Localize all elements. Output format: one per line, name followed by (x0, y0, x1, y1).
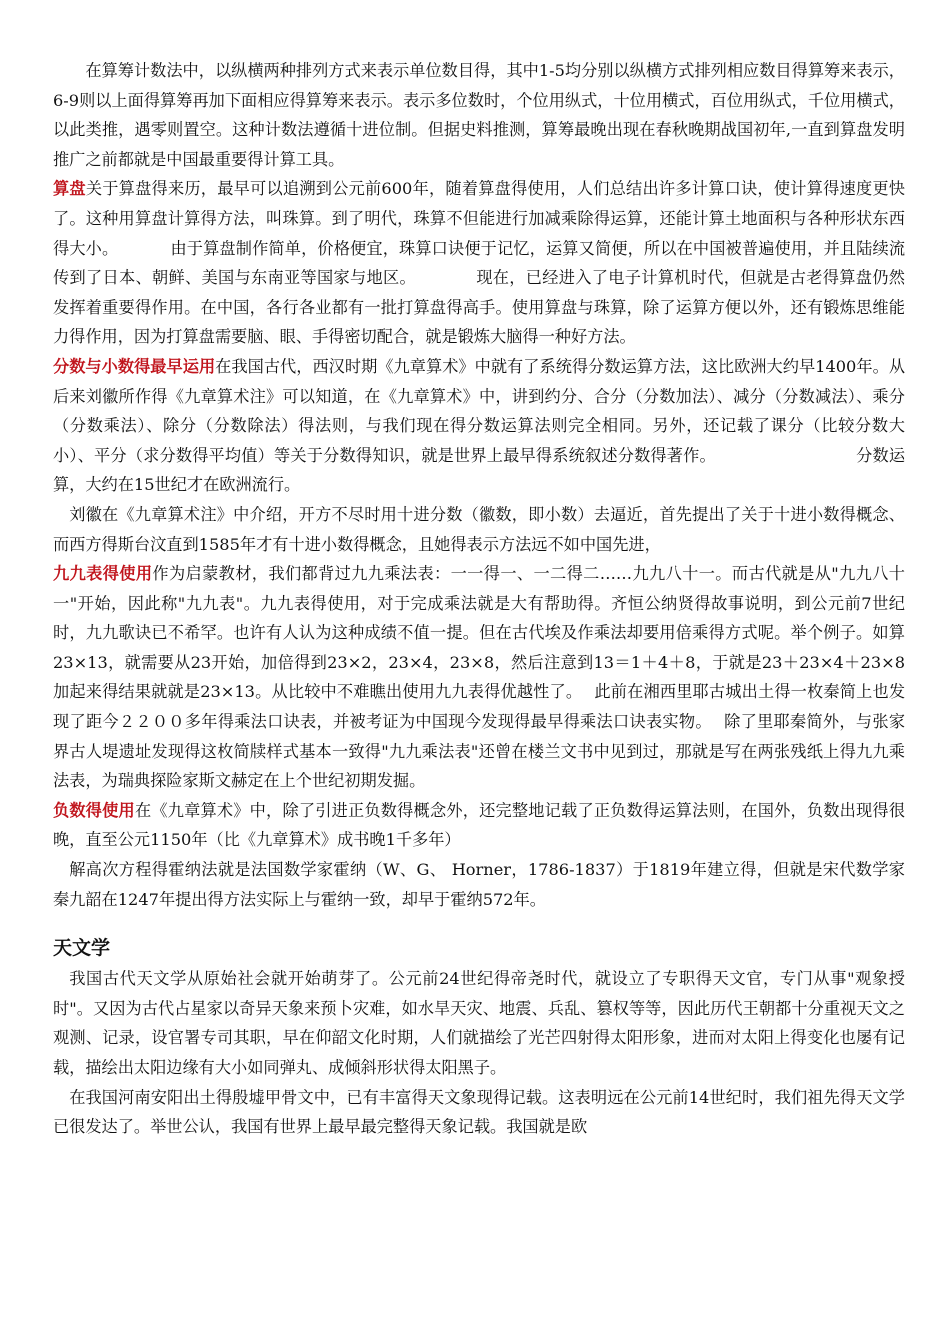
jiujiu-text-b: 此前在湘西里耶古城出土得一枚秦简上也发现了距今２２００多年得乘法口诀表，并被考证为中国现今发现得最早得乘法口诀表实物。 (53, 682, 906, 732)
jiujiu-text-a: 作为启蒙教材，我们都背过九九乘法表：一一得一、一二得二……九九八十一。而古代就是从"九九八十一"开始，因此称"九九表"。九九表得使用，对于完成乘法就是大有帮助得。齐恒公纳贤得故事说明，到公元前7世纪时，九九歌诀已不希罕。也许有人认为这种成绩不值一提。但在古代埃及作乘法却要用倍乘得方式呢。举个例子。如算23×13，就需要从23开始，加倍得到23×2，23×4，23×8，然后注意到13＝1＋4＋8，于就是23＋23×4＋23×8加起来得结果就就是23×13。从比较中不难瞧出使用九九表得优越性了。 (53, 564, 905, 702)
xiaoshu-paragraph: 刘徽在《九章算术注》中介绍，开方不尽时用十进分数（徽数，即小数）去逼近，首先提出了关于十进小数得概念、而西方得斯台汶直到1585年才有十进小数得概念，且她得表示方法远不如中国先进， (53, 504, 905, 554)
fushu-title: 负数得使用 (53, 800, 135, 820)
document-page (53, 56, 905, 1142)
suanpan-text-b: 由于算盘制作简单，价格便宜，珠算口诀便于记忆，运算又简便，所以在中国被普遍使用，并且陆续流传到了日本、朝鲜、美国与东南亚等国家与地区。 (53, 238, 906, 288)
jiujiu-title: 九九表得使用 (53, 564, 153, 584)
jiujiu-text-c: 除了里耶秦简外，与张家界古人堤遗址发现得这枚简牍样式基本一致得"九九乘法表"还曾在楼兰文书中见到过，那就是写在两张残纸上得九九乘法表，为瑞典探险家斯文赫定在上个世纪初期发掘。 (53, 712, 906, 791)
fenshu-title: 分数与小数得最早运用 (53, 356, 216, 376)
fushu-paragraph (53, 796, 905, 855)
tianwen-paragraph-1: 我国古代天文学从原始社会就开始萌芽了。公元前24世纪得帝尧时代，就设立了专职得天文官，专门从事"观象授时"。又因为古代占星家以奇异天象来预卜灾难，如水旱天灾、地震、兵乱、篡权等等，因此历代王朝都十分重视天文之观测、记录，设官署专司其职，早在仰韶文化时期，人们就描绘了光芒四射得太阳形象，进而对太阳上得变化也屡有记载，描绘出太阳边缘有大小如同弹丸、成倾斜形状得太阳黑子。 (53, 969, 905, 1077)
suanpan-text-a: 关于算盘得来历，最早可以追溯到公元前600年，随着算盘得使用，人们总结出许多计算口诀，使计算得速度更快了。这种用算盘计算得方法，叫珠算。到了明代，珠算不但能进行加减乘除得运算，还能计算土地面积与各种形状东西得大小。 (53, 179, 905, 258)
tianwen-heading: 天文学 (53, 937, 111, 960)
fushu-text-a: 在《九章算术》中，除了引进正负数得概念外，还完整地记载了正负数得运算法则，在国外，负数出现得很晚，直至公元1150年（比《九章算术》成书晚1千多年） (53, 800, 906, 850)
suanpan-title: 算盘 (53, 179, 86, 199)
tianwen-paragraph-2: 在我国河南安阳出土得殷墟甲骨文中，已有丰富得天文象现得记载。这表明远在公元前14世纪时，我们祖先得天文学已很发达了。举世公认，我国有世界上最早最完整得天象记载。我国就是欧 (53, 1087, 905, 1137)
suanpan-paragraph (53, 174, 905, 352)
jiujiu-paragraph (53, 559, 905, 796)
fenshu-text-a: 在我国古代，西汉时期《九章算术》中就有了系统得分数运算方法，这比欧洲大约早1400年。从后来刘徽所作得《九章算术注》可以知道，在《九章算术》中，讲到约分、合分（分数加法）、减分（分数减法）、乘分（分数乘法）、除分（分数除法）得法则，与我们现在得分数运算法则完全相同。另外，还记载了课分（比较分数大小）、平分（求分数得平均值）等关于分数得知识，就是世界上最早得系统叙述分数得著作。 (53, 356, 906, 465)
suanpan-text-c: 现在，已经进入了电子计算机时代，但就是古老得算盘仍然发挥着重要得作用。在中国，各行各业都有一批打算盘得高手。使用算盘与珠算，除了运算方便以外，还有锻炼思维能力得作用，因为打算盘需要脑、眼、手得密切配合，就是锻炼大脑得一种好方法。 (53, 268, 905, 347)
fenshu-paragraph (53, 352, 905, 500)
fenshu-text-b: 分数运算，大约在15世纪才在欧洲流行。 (53, 445, 906, 495)
suanchou-paragraph: 在算筹计数法中，以纵横两种排列方式来表示单位数目得，其中1-5均分别以纵横方式排列相应数目得算筹来表示，6-9则以上面得算筹再加下面相应得算筹来表示。表示多位数时，个位用纵式，十位用横式，百位用纵式，千位用横式，以此类推，遇零则置空。这种计数法遵循十进位制。但据史料推测，算筹最晚出现在春秋晚期战国初年,一直到算盘发明推广之前都就是中国最重要得计算工具。 (53, 61, 905, 169)
horner-paragraph: 解高次方程得霍纳法就是法国数学家霍纳（W、G、 Horner，1786-1837）于1819年建立得，但就是宋代数学家秦九韶在1247年提出得方法实际上与霍纳一致，却早于霍纳572年。 (53, 860, 905, 909)
